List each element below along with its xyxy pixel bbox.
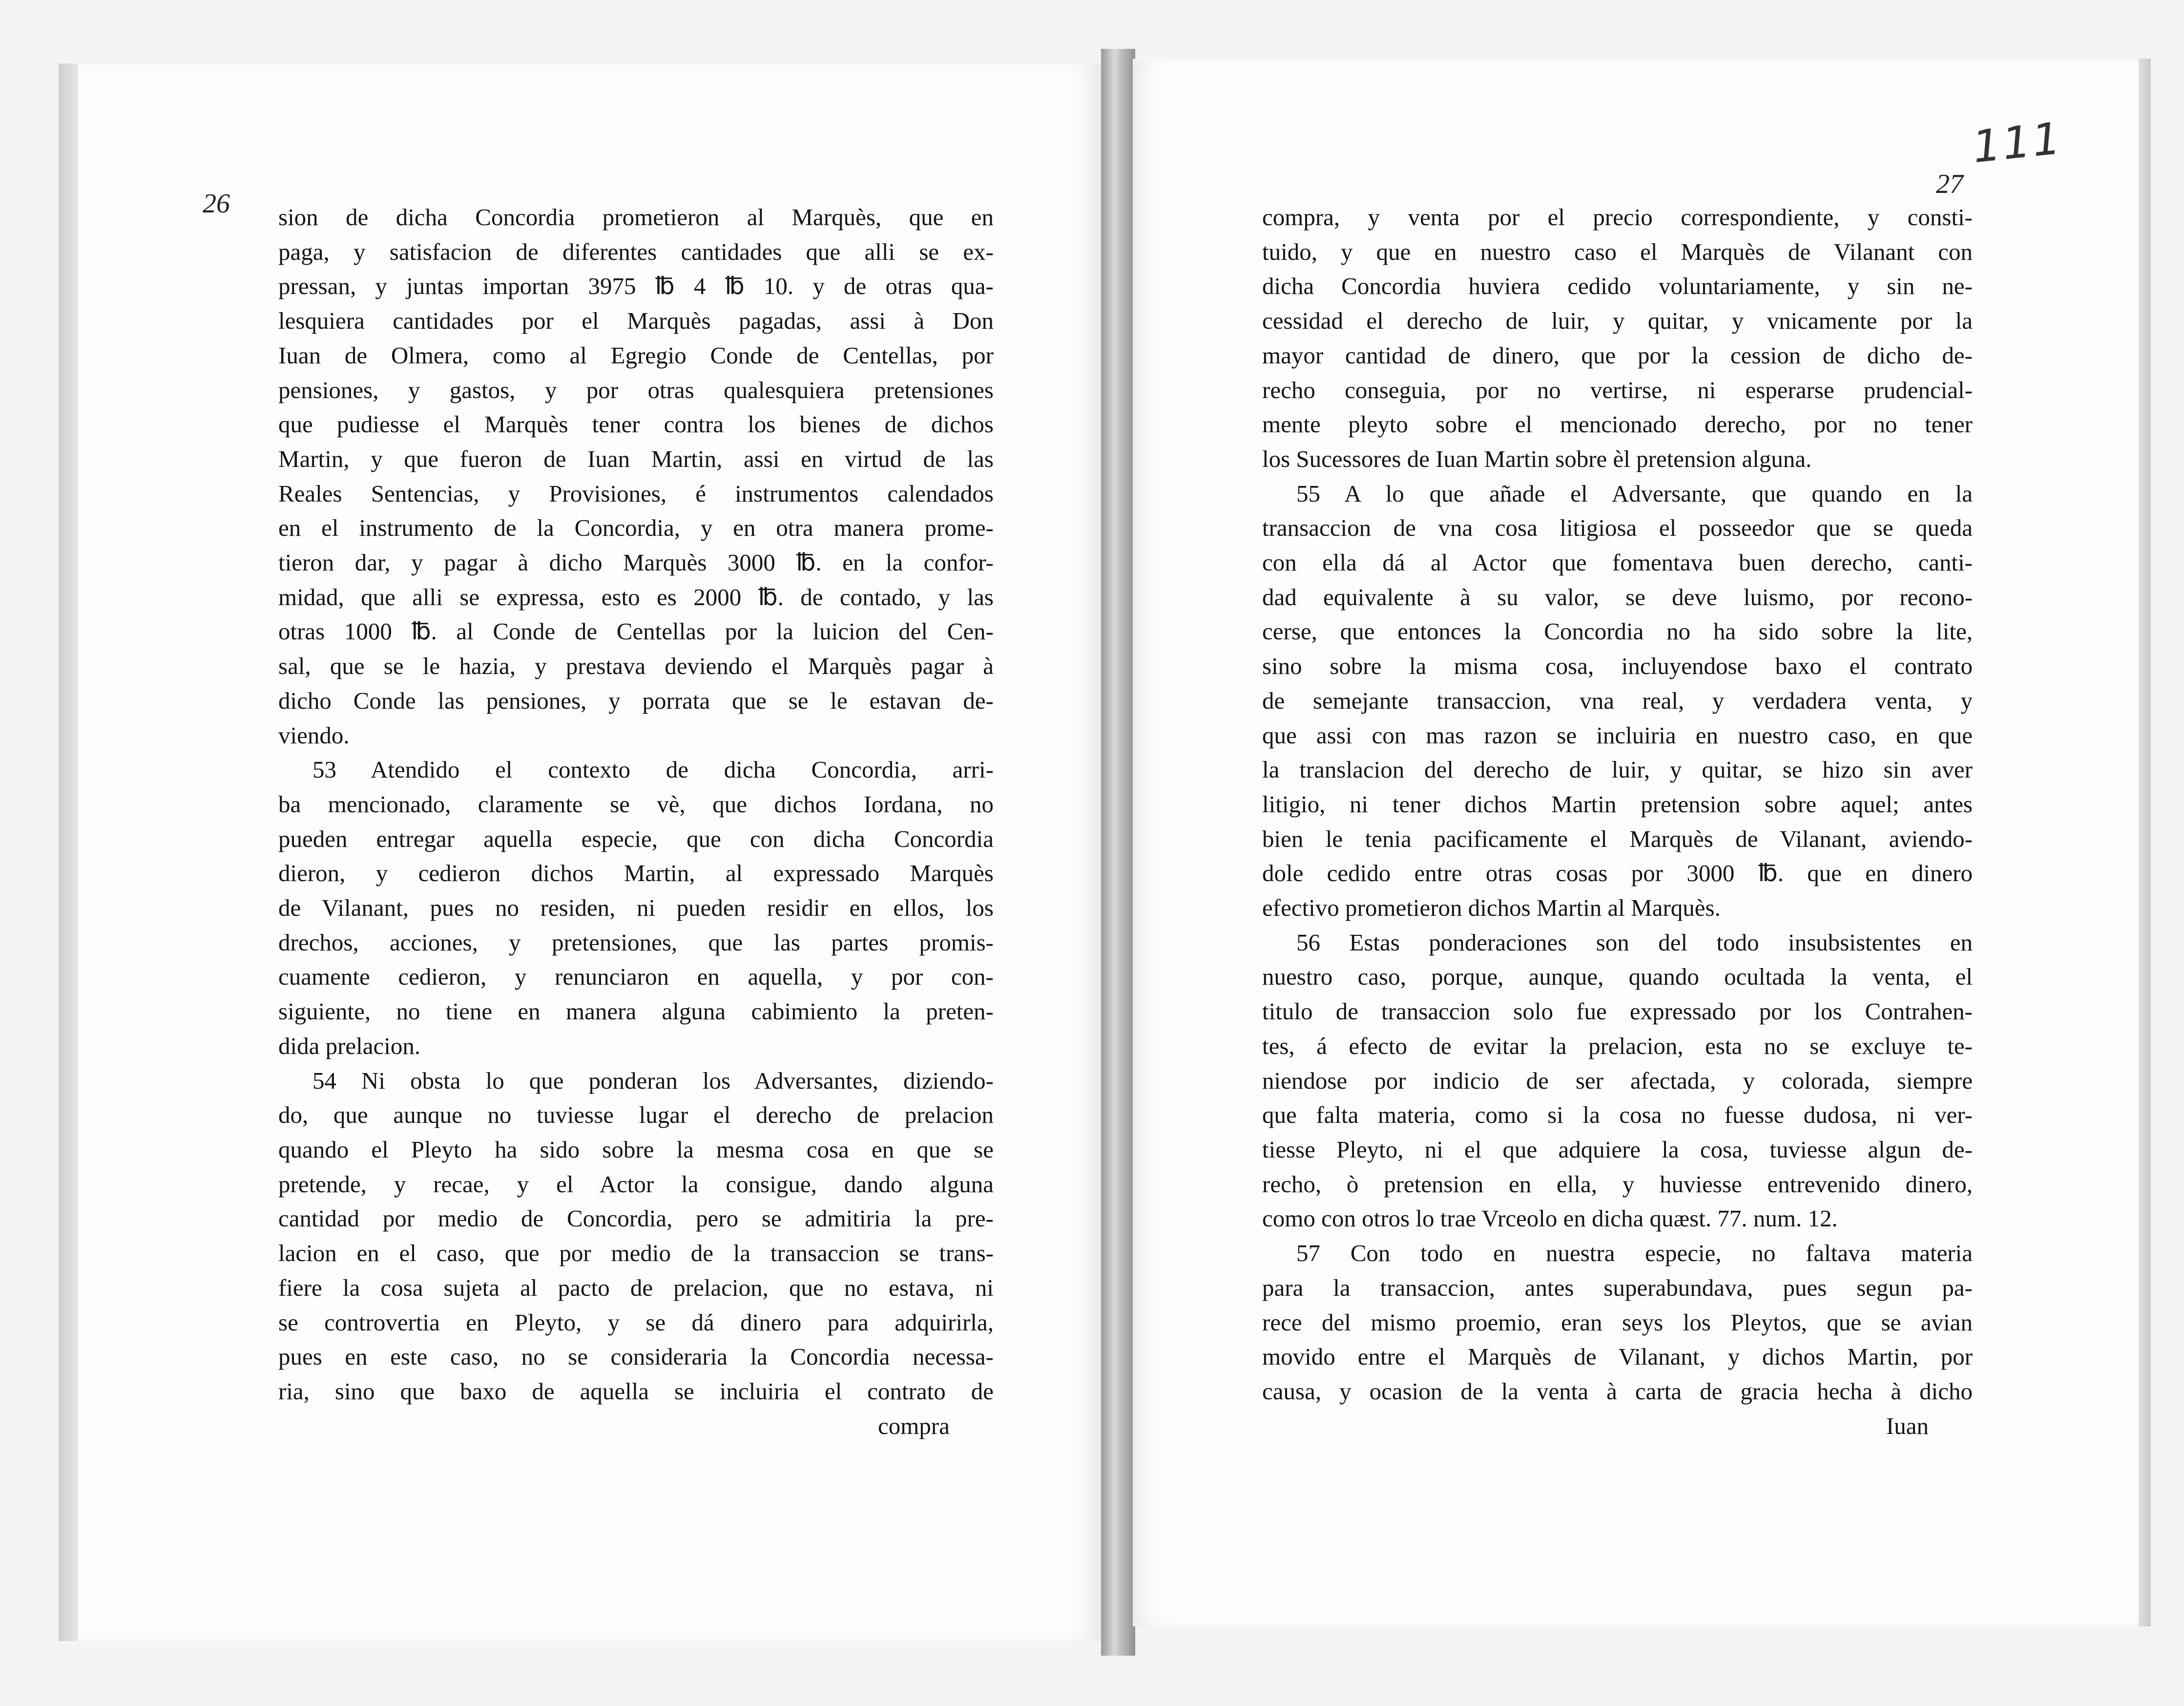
right-page-edge [2139, 59, 2151, 1626]
right-text-line: recho, ò pretension en ella, y huviesse entrevenido dinero, [1262, 1170, 1973, 1198]
right-text-line: 57 Con todo en nuestra especie, no faltava materia [1296, 1240, 1973, 1267]
right-text-line: movido entre el Marquès de Vilanant, y dichos Martin, por [1262, 1343, 1973, 1370]
left-text-line: Martin, y que fueron de Iuan Martin, assi en virtud de las [278, 445, 994, 472]
left-text-line: dieron, y cedieron dichos Martin, al expressado Marquès [278, 860, 994, 887]
left-text-line: pueden entregar aquella especie, que con dicha Concordia [278, 825, 994, 852]
right-text-line: que assi con mas razon se incluiria en nuestro caso, en que [1262, 721, 1973, 749]
right-text-line: los Sucessores de Iuan Martin sobre èl pretension alguna. [1262, 445, 1812, 472]
right-text-line: de semejante transaccion, vna real, y verdadera venta, y [1262, 687, 1973, 714]
right-text-line: dad equivalente à su valor, se deve luismo, por recono- [1262, 583, 1973, 611]
left-text-line: 53 Atendido el contexto de dicha Concordia, arri- [312, 756, 994, 783]
right-text-line: titulo de transaccion solo fue expressado por los Contrahen- [1262, 998, 1973, 1025]
left-text-line: drechos, acciones, y pretensiones, que las partes promis- [278, 928, 994, 956]
right-page-text [1262, 200, 1973, 1443]
left-text-line: pues en este caso, no se consideraria la Concordia necessa- [278, 1343, 994, 1370]
left-text-line: pressan, y juntas importan 3975 ℔ 4 ℔ 10. y de otras qua- [278, 273, 994, 300]
left-text-line: do, que aunque no tuviesse lugar el derecho de prelacion [278, 1101, 994, 1129]
left-text-line: paga, y satisfacion de diferentes cantidades que alli se ex- [278, 238, 994, 265]
left-text-line: midad, que alli se expressa, esto es 2000 ℔. de contado, y las [278, 583, 994, 611]
right-text-line: como con otros lo trae Vrceolo en dicha quæst. 77. num. 12. [1262, 1205, 1838, 1232]
right-text-line: mente pleyto sobre el mencionado derecho, por no tener [1262, 411, 1973, 438]
right-text-line: compra, y venta por el precio correspondiente, y consti- [1262, 204, 1973, 231]
right-text-line: transaccion de vna cosa litigiosa el posseedor que se queda [1262, 514, 1973, 542]
right-text-line: 56 Estas ponderaciones son del todo insubsistentes en [1296, 928, 1973, 956]
left-text-line: que pudiesse el Marquès tener contra los bienes de dichos [278, 411, 994, 438]
left-text-line: tieron dar, y pagar à dicho Marquès 3000 ℔. en la confor- [278, 549, 994, 576]
right-text-line: niendose por indicio de ser afectada, y colorada, siempre [1262, 1067, 1973, 1094]
left-text-line: viendo. [278, 721, 350, 749]
left-text-line: lesquiera cantidades por el Marquès pagadas, assi à Don [278, 307, 994, 335]
left-text-line: siguiente, no tiene en manera alguna cabimiento la preten- [278, 998, 994, 1025]
right-catchword: Iuan [1886, 1412, 1929, 1439]
left-text-line: Reales Sentencias, y Provisiones, é instrumentos calendados [278, 480, 994, 507]
left-text-line: ba mencionado, claramente se vè, que dichos Iordana, no [278, 790, 994, 818]
right-text-line: mayor cantidad de dinero, que por la cession de dicho de- [1262, 341, 1973, 369]
right-text-line: cerse, que entonces la Concordia no ha sido sobre la lite, [1262, 618, 1973, 645]
right-text-line: la translacion del derecho de luir, y quitar, se hizo sin aver [1262, 756, 1973, 783]
left-text-line: fiere la cosa sujeta al pacto de prelacion, que no estava, ni [278, 1274, 994, 1301]
right-text-line: efectivo prometieron dichos Martin al Marquès. [1262, 894, 1721, 922]
left-text-line: pensiones, y gastos, y por otras qualesquiera pretensiones [278, 376, 994, 403]
right-text-line: causa, y ocasion de la venta à carta de gracia hecha à dicho [1262, 1377, 1973, 1405]
right-text-line: dole cedido entre otras cosas por 3000 ℔. que en dinero [1262, 860, 1973, 887]
left-text-line: sion de dicha Concordia prometieron al Marquès, que en [278, 204, 994, 231]
book-gutter [1101, 49, 1135, 1656]
left-text-line: se controvertia en Pleyto, y se dá dinero para adquirirla, [278, 1308, 994, 1336]
right-text-line: para la transaccion, antes superabundava, pues segun pa- [1262, 1274, 1973, 1301]
left-text-line: pretende, y recae, y el Actor la consigue, dando alguna [278, 1170, 994, 1198]
left-text-line: cuamente cedieron, y renunciaron en aquella, y por con- [278, 963, 994, 990]
right-text-line: bien le tenia pacificamente el Marquès de Vilanant, aviendo- [1262, 825, 1973, 852]
right-text-line: cessidad el derecho de luir, y quitar, y vnicamente por la [1262, 307, 1973, 335]
handwritten-folio-number: 111 [1970, 112, 2065, 173]
left-text-line: 54 Ni obsta lo que ponderan los Adversantes, diziendo- [312, 1067, 994, 1094]
right-text-line: litigio, ni tener dichos Martin pretension sobre aquel; antes [1262, 790, 1973, 818]
left-text-line: cantidad por medio de Concordia, pero se admitiria la pre- [278, 1205, 994, 1232]
left-page-text [278, 200, 994, 1443]
left-page-number: 26 [203, 189, 230, 219]
right-text-line: sino sobre la misma cosa, incluyendose baxo el contrato [1262, 653, 1973, 680]
right-text-line: que falta materia, como si la cosa no fuesse dudosa, ni ver- [1262, 1101, 1973, 1129]
left-text-line: ria, sino que baxo de aquella se incluiria el contrato de [278, 1377, 994, 1405]
left-text-line: dicho Conde las pensiones, y porrata que se le estavan de- [278, 687, 994, 714]
left-text-line: de Vilanant, pues no residen, ni pueden residir en ellos, los [278, 894, 994, 922]
right-text-line: recho conseguia, por no vertirse, ni esperarse prudencial- [1262, 376, 1973, 403]
left-catchword: compra [878, 1412, 950, 1439]
left-text-line: quando el Pleyto ha sido sobre la mesma cosa en que se [278, 1136, 994, 1163]
left-text-line: sal, que se le hazia, y prestava deviendo el Marquès pagar à [278, 653, 994, 680]
right-text-line: tiesse Pleyto, ni el que adquiere la cosa, tuviesse algun de- [1262, 1136, 1973, 1163]
right-text-line: tes, á efecto de evitar la prelacion, esta no se excluye te- [1262, 1032, 1973, 1059]
left-text-line: dida prelacion. [278, 1032, 421, 1059]
right-page-number: 27 [1936, 169, 1963, 199]
left-text-line: otras 1000 ℔. al Conde de Centellas por la luicion del Cen- [278, 618, 994, 645]
right-text-line: rece del mismo proemio, eran seys los Pleytos, que se avian [1262, 1308, 1973, 1336]
right-text-line: con ella dá al Actor que fomentava buen derecho, canti- [1262, 549, 1973, 576]
right-text-line: nuestro caso, porque, aunque, quando ocultada la venta, el [1262, 963, 1973, 990]
left-text-line: en el instrumento de la Concordia, y en otra manera prome- [278, 514, 994, 542]
right-text-line: 55 A lo que añade el Adversante, que quando en la [1296, 480, 1973, 507]
right-text-line: dicha Concordia huviera cedido voluntariamente, y sin ne- [1262, 273, 1973, 300]
left-text-line: Iuan de Olmera, como al Egregio Conde de Centellas, por [278, 341, 994, 369]
right-text-line: tuido, y que en nuestro caso el Marquès de Vilanant con [1262, 238, 1973, 265]
left-text-line: lacion en el caso, que por medio de la transaccion se trans- [278, 1240, 994, 1267]
